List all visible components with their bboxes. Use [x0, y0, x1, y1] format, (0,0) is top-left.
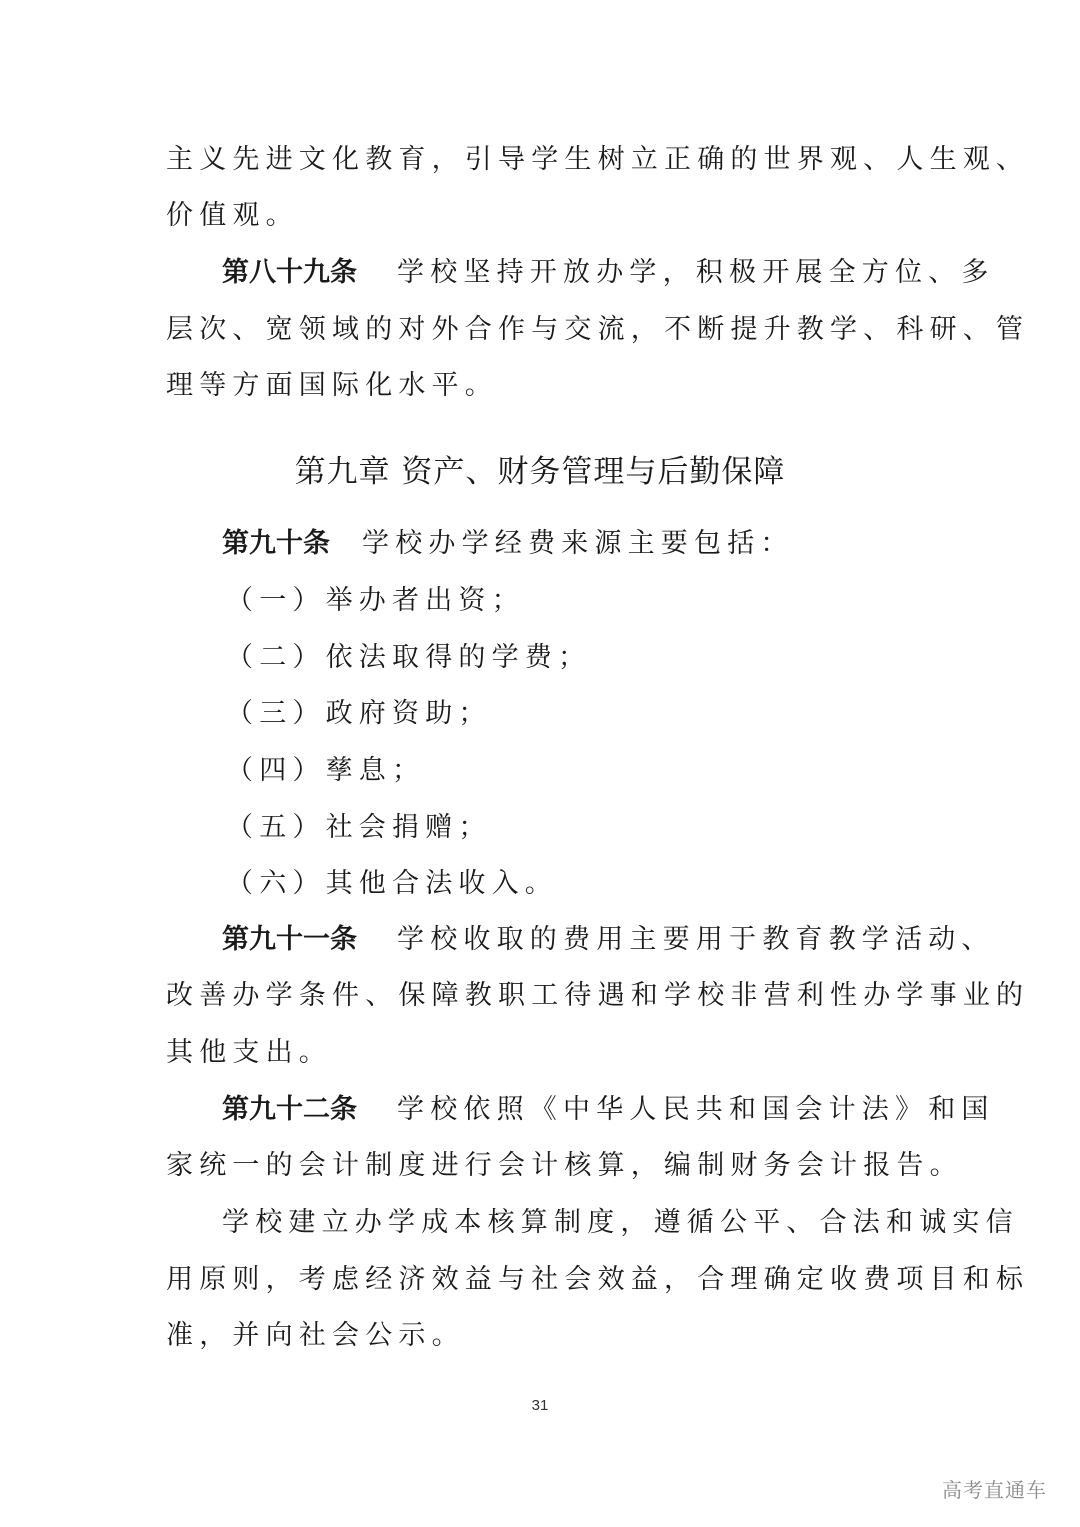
list-item: （六）其他合法收入。 [226, 868, 558, 899]
article-label: 第九十条 [222, 528, 330, 559]
list-item: （五）社会捐赠； [226, 812, 492, 843]
article-text: 学校坚持开放办学，积极开展全方位、多 [397, 257, 995, 288]
article-89 [222, 255, 995, 291]
article-92 [222, 1092, 995, 1128]
text-line: 其他支出。 [166, 1037, 332, 1068]
article-text: 学校依照《中华人民共和国会计法》和国 [397, 1094, 995, 1125]
article-90 [222, 526, 794, 562]
article-91 [222, 922, 995, 958]
article-label: 第九十二条 [222, 1094, 357, 1125]
text-line: 改善办学条件、保障教职工待遇和学校非营利性办学事业的 [166, 980, 1030, 1011]
text-line: 家统一的会计制度进行会计核算，编制财务会计报告。 [166, 1150, 963, 1181]
text-line: 用原则，考虑经济效益与社会效益，合理确定收费项目和标 [166, 1264, 1030, 1295]
article-text: 学校收取的费用主要用于教育教学活动、 [397, 924, 995, 955]
text-line: 学校建立办学成本核算制度，遵循公平、合法和诚实信 [222, 1207, 1019, 1238]
text-line: 层次、宽领域的对外合作与交流，不断提升教学、科研、管 [166, 314, 1030, 345]
list-item: （四）孳息； [226, 755, 426, 786]
text-line: 准，并向社会公示。 [166, 1320, 465, 1351]
article-text: 学校办学经费来源主要包括： [362, 528, 794, 559]
list-item: （一）举办者出资； [226, 585, 525, 616]
page-number: 31 [531, 1397, 549, 1414]
list-item: （二）依法取得的学费； [226, 642, 592, 673]
text-line: 主义先进文化教育，引导学生树立正确的世界观、人生观、 [166, 144, 1030, 175]
text-line: 理等方面国际化水平。 [166, 370, 498, 401]
text-line: 价值观。 [166, 200, 299, 231]
watermark: 高考直通车 [942, 1478, 1047, 1502]
article-label: 第九十一条 [222, 924, 357, 955]
list-item: （三）政府资助； [226, 698, 492, 729]
article-label: 第八十九条 [222, 257, 357, 288]
chapter-title: 第九章 资产、财务管理与后勤保障 [294, 454, 786, 490]
